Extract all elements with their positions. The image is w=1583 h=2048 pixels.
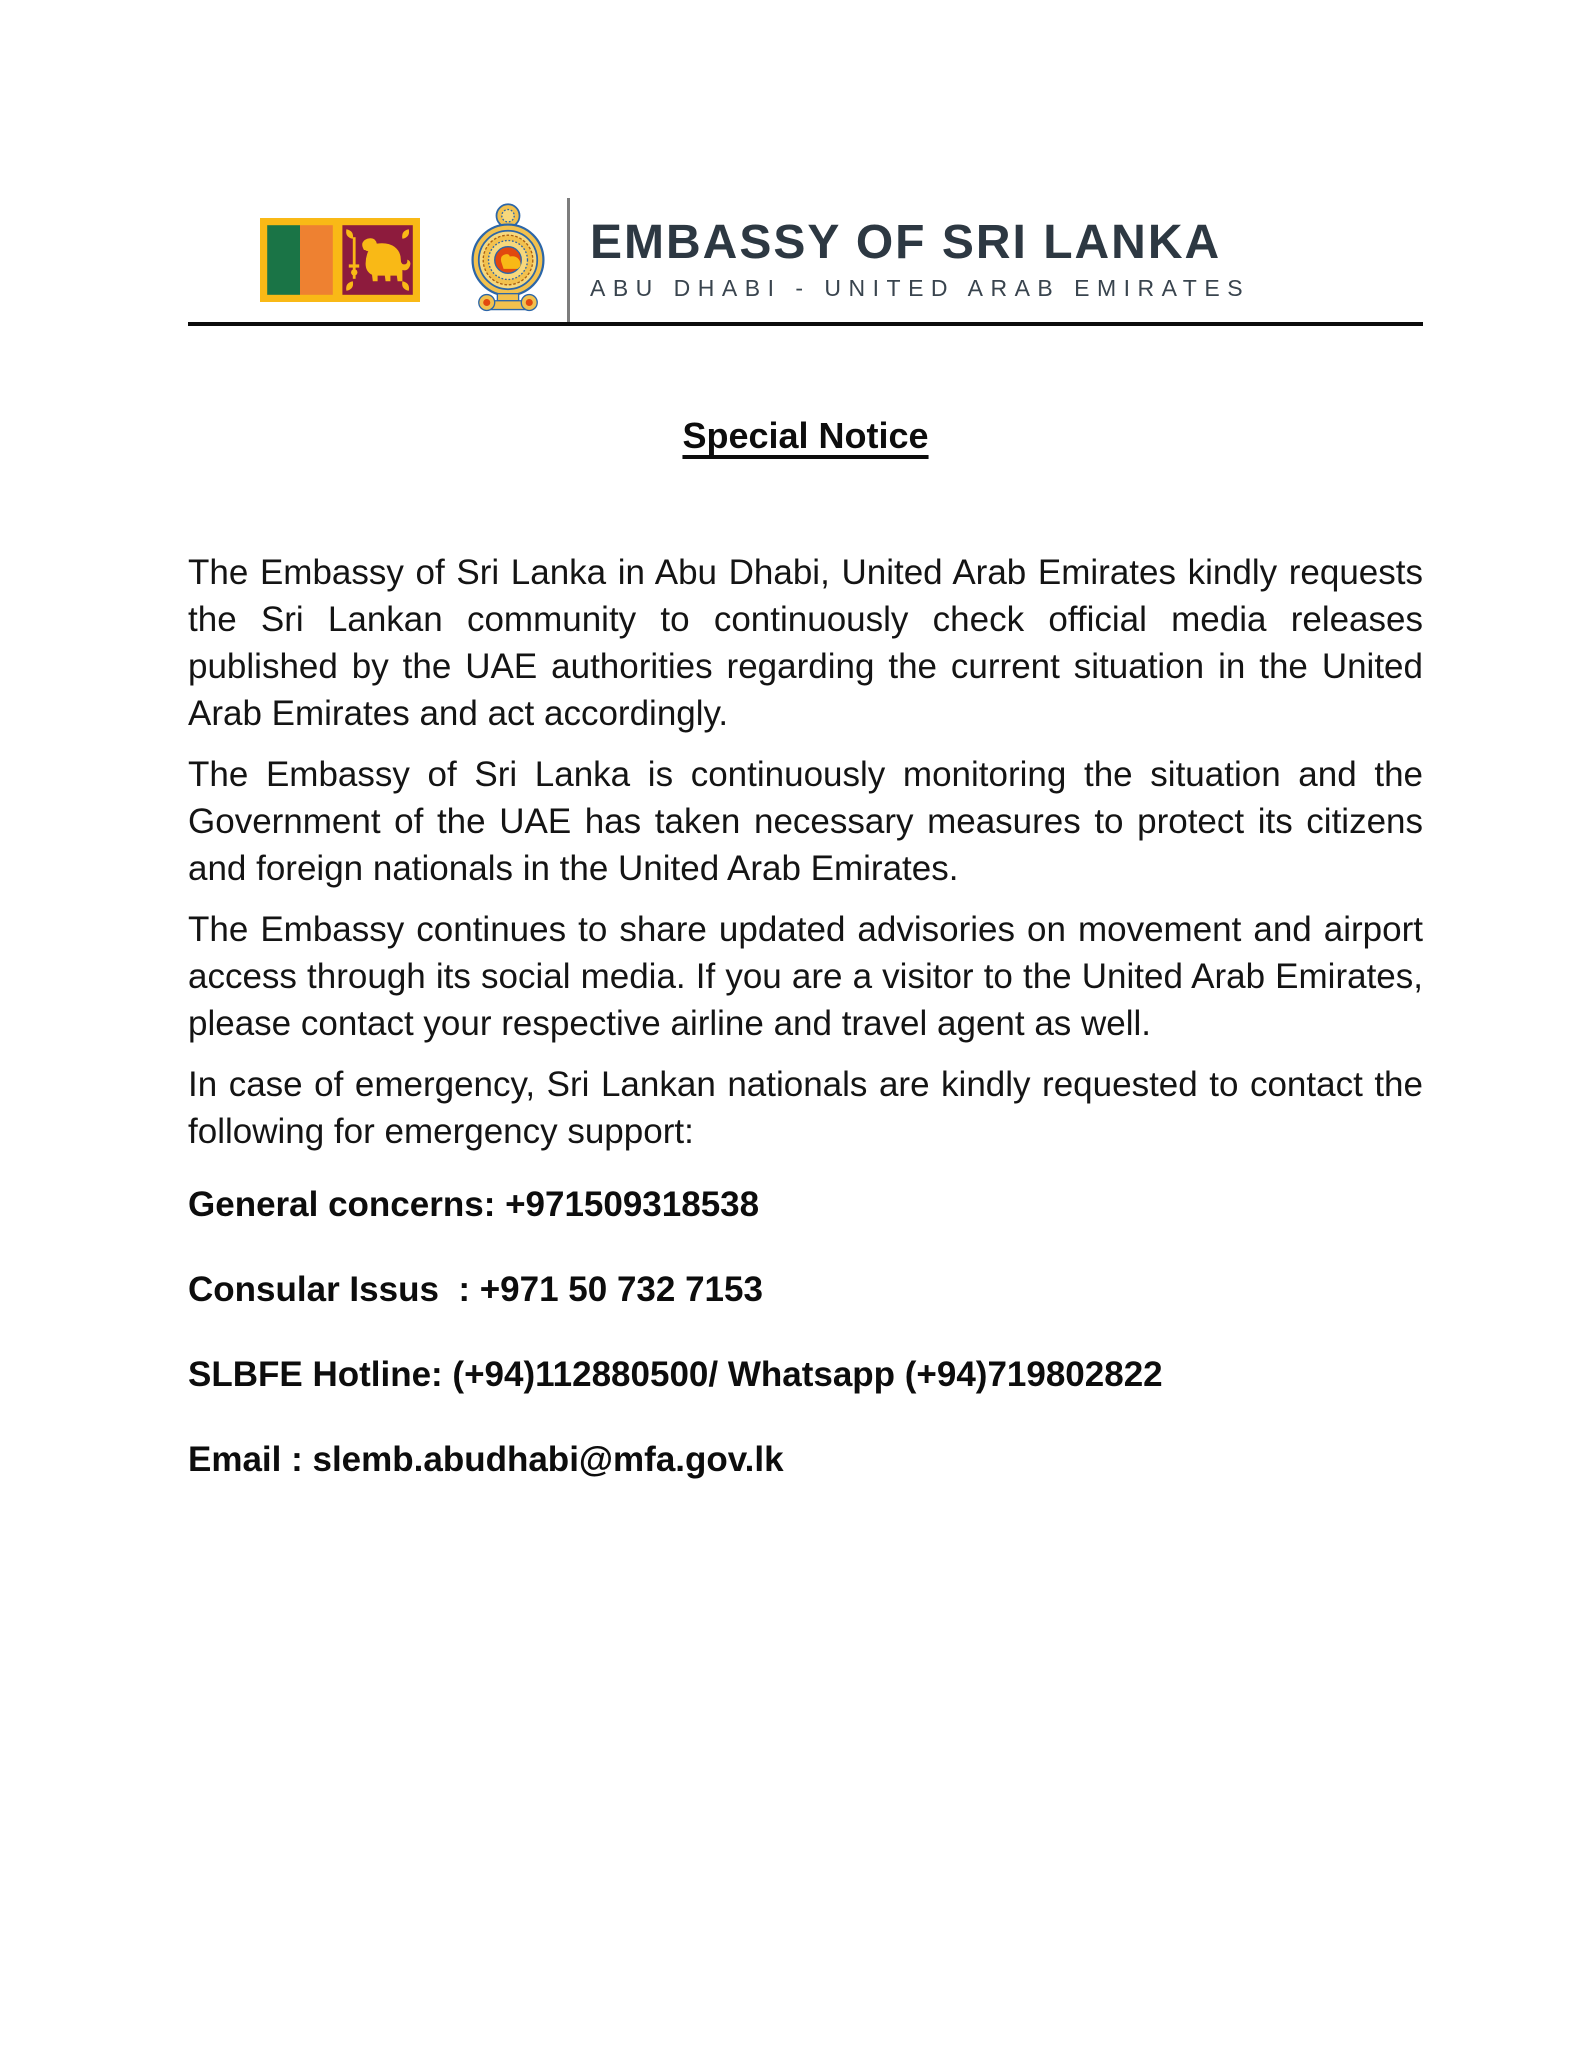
- org-name: EMBASSY OF SRI LANKA: [590, 215, 1222, 269]
- notice-title: Special Notice: [682, 415, 929, 456]
- contact-line-slbfe: SLBFE Hotline: (+94)112880500/ Whatsapp (+94)719802822: [188, 1355, 1163, 1394]
- notice-paragraph: In case of emergency, Sri Lankan nationals are kindly requested to contact the following for emergency support:: [188, 1065, 1423, 1151]
- header-divider: [567, 198, 570, 322]
- header-rule: [188, 322, 1423, 326]
- notice-paragraph: The Embassy of Sri Lanka is continuously monitoring the situation and the Government of the UAE has taken necessary measures to protect its citizens and foreign nationals in the United Arab Emirates.: [188, 755, 1423, 888]
- notice-body: [188, 412, 1423, 1483]
- sri-lanka-emblem-icon: [463, 198, 553, 322]
- org-block: [590, 215, 1251, 302]
- contact-line-consular: Consular Issus : +971 50 732 7153: [188, 1270, 763, 1309]
- org-location: ABU DHABI - UNITED ARAB EMIRATES: [590, 275, 1251, 302]
- contact-line-email: Email : slemb.abudhabi@mfa.gov.lk: [188, 1440, 784, 1479]
- notice-paragraph: The Embassy continues to share updated advisories on movement and airport access through its social media. If you are a visitor to the United Arab Emirates, please contact your respective airline and travel agent as well.: [188, 910, 1423, 1043]
- contact-line-general: General concerns: +971509318538: [188, 1185, 760, 1224]
- letterhead: [188, 0, 1423, 322]
- notice-paragraph: The Embassy of Sri Lanka in Abu Dhabi, United Arab Emirates kindly requests the Sri Lankan community to continuously check official media releases published by the UAE authorities regarding the current situation in the United Arab Emirates and act accordingly.: [188, 553, 1423, 733]
- sri-lanka-flag-icon: [260, 218, 420, 302]
